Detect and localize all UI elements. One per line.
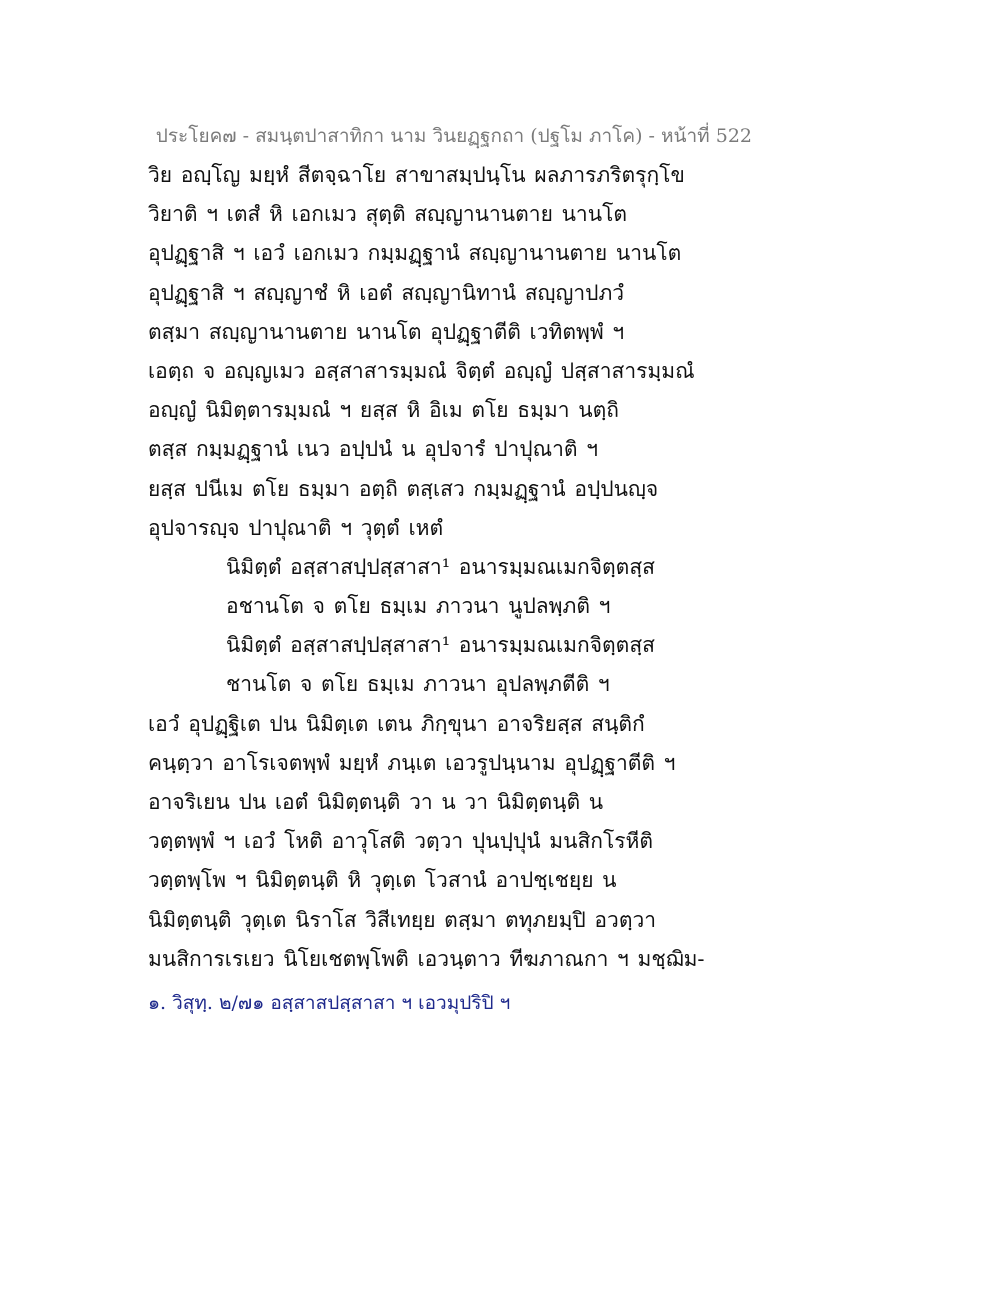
text-line: วตฺตพฺพํ ฯ เอวํ โหติ อาวุโสติ วตฺวา ปุนปฺปุนํ มนสิกโรหีติ xyxy=(148,829,654,854)
text-line: อุปฏฺฐาสิ ฯ สญฺญาชํ หิ เอตํ สญฺญานิทานํ สญฺญาปภวํ xyxy=(148,280,625,305)
text-line: เอตฺถ จ อญฺญเมว อสฺสาสารมฺมณํ จิตฺตํ อญฺญํ ปสฺสาสารมฺมณํ xyxy=(148,358,695,383)
text-line: วิย อญฺโญ มยฺหํ สีตจฺฉาโย สาขาสมฺปนฺโน ผลภารภริตรุกฺโข xyxy=(148,163,685,187)
text-line: นิมิตฺตนฺติ วุตฺเต นิราโส วิสีเทยฺย ตสฺมา ตทุภยมฺปิ อวตฺวา xyxy=(148,907,657,932)
verse-line: ชานโต จ ตโย ธมฺเม ภาวนา อุปลพฺภตีติ ฯ xyxy=(226,672,610,697)
body-text xyxy=(148,156,788,979)
verse-line: นิมิตฺตํ อสฺสาสปฺปสฺสาสา¹ อนารมฺมณเมกจิตฺตสฺส xyxy=(226,554,655,579)
text-line: อุปจารญฺจ ปาปุณาติ ฯ วุตฺตํ เหตํ xyxy=(148,515,444,540)
text-line: มนสิการเรเยว นิโยเชตพฺโพติ เอวนฺตาว ทีฆภาณกา ฯ มชฺฌิม- xyxy=(148,946,705,971)
text-line: วิยาติ ฯ เตสํ หิ เอกเมว สุตฺติ สญฺญานานตาย นานโต xyxy=(148,202,627,227)
verse-line: นิมิตฺตํ อสฺสาสปฺปสฺสาสา¹ อนารมฺมณเมกจิตฺตสฺส xyxy=(226,633,655,658)
text-line: อญฺญํ นิมิตฺตารมฺมณํ ฯ ยสฺส หิ อิเม ตโย ธมฺมา นตฺถิ xyxy=(148,398,619,423)
text-line: คนฺตฺวา อาโรเจตพฺพํ มยฺหํ ภนฺเต เอวรูปนฺนาม อุปฏฺฐาตีติ ฯ xyxy=(148,750,676,775)
text-line: อาจริเยน ปน เอตํ นิมิตฺตนฺติ วา น วา นิมิตฺตนฺติ น xyxy=(148,790,604,814)
running-header: ประโยค๗ - สมนฺตปาสาทิกา นาม วินยฏฺฐกถา (ปฐโม ภาโค) - หน้าที่ 522 xyxy=(155,125,752,147)
text-line: ตสฺมา สญฺญานานตาย นานโต อุปฏฺฐาตีติ เวทิตพฺพํ ฯ xyxy=(148,319,625,344)
text-line: ยสฺส ปนีเม ตโย ธมฺมา อตฺถิ ตสฺเสว กมฺมฏฺฐานํ อปฺปนญฺจ xyxy=(148,476,659,501)
text-line: วตฺตพฺโพ ฯ นิมิตฺตนฺติ หิ วุตฺเต โวสานํ อาปชฺเชยฺย น xyxy=(148,868,617,893)
text-line: ตสฺส กมฺมฏฺฐานํ เนว อปฺปนํ น อุปจารํ ปาปุณาติ ฯ xyxy=(148,437,599,462)
text-line: อุปฏฺฐาสิ ฯ เอวํ เอกเมว กมฺมฏฺฐานํ สญฺญานานตาย นานโต xyxy=(148,241,682,266)
text-line: เอวํ อุปฏฺฐิเต ปน นิมิตฺเต เตน ภิกฺขุนา อาจริยสฺส สนฺติกํ xyxy=(148,711,645,736)
verse-line: อชานโต จ ตโย ธมฺเม ภาวนา นูปลพฺภติ ฯ xyxy=(226,594,611,619)
footnote: ๑. วิสุทฺ. ๒/๗๑ อสฺสาสปสฺสาสา ฯ เอวมุปริปิ ฯ xyxy=(148,992,511,1014)
